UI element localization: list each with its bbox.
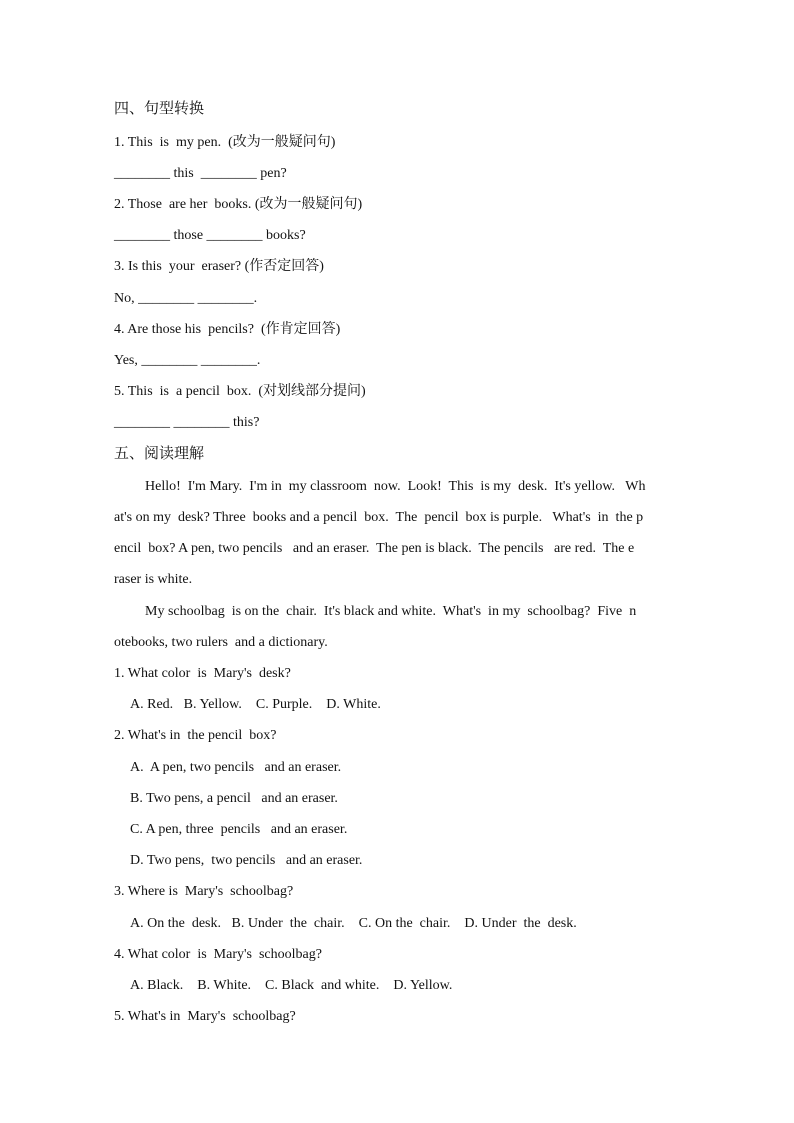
passage-line: otebooks, two rulers and a dictionary. (114, 635, 328, 650)
reading-option-2a: A. A pen, two pencils and an eraser. (130, 760, 342, 775)
rewrite-answer-1: ________ this ________ pen? (114, 166, 287, 181)
rewrite-question-5: 5. This is a pencil box. (对划线部分提问) (114, 384, 366, 399)
reading-question-5: 5. What's in Mary's schoolbag? (114, 1009, 296, 1024)
reading-option-2d: D. Two pens, two pencils and an eraser. (130, 853, 363, 868)
reading-option-2b: B. Two pens, a pencil and an eraser. (130, 791, 338, 806)
rewrite-answer-5: ________ ________ this? (114, 415, 260, 430)
section-5-heading: 五、阅读理解 (114, 446, 205, 462)
passage-line: My schoolbag is on the chair. It's black and white. What's in my schoolbag? Five n (145, 604, 637, 619)
reading-option-2c: C. A pen, three pencils and an eraser. (130, 822, 348, 837)
reading-options-1: A. Red. B. Yellow. C. Purple. D. White. (130, 697, 381, 712)
section-4-heading: 四、句型转换 (114, 101, 205, 117)
reading-question-1: 1. What color is Mary's desk? (114, 666, 291, 681)
reading-options-3: A. On the desk. B. Under the chair. C. On the chair. D. Under the desk. (130, 916, 577, 931)
rewrite-question-3: 3. Is this your eraser? (作否定回答) (114, 259, 324, 274)
rewrite-question-4: 4. Are those his pencils? (作肯定回答) (114, 322, 341, 337)
reading-options-4: A. Black. B. White. C. Black and white. D. Yellow. (130, 978, 453, 993)
passage-line: raser is white. (114, 572, 193, 587)
rewrite-question-1: 1. This is my pen. (改为一般疑问句) (114, 135, 336, 150)
rewrite-answer-3: No, ________ ________. (114, 291, 258, 306)
passage-line: encil box? A pen, two pencils and an eraser. The pen is black. The pencils are red. The e (114, 541, 635, 556)
rewrite-answer-4: Yes, ________ ________. (114, 353, 261, 368)
passage-line: Hello! I'm Mary. I'm in my classroom now. Look! This is my desk. It's yellow. Wh (145, 479, 646, 494)
reading-question-2: 2. What's in the pencil box? (114, 728, 277, 743)
passage-line: at's on my desk? Three books and a pencil box. The pencil box is purple. What's in the p (114, 510, 644, 525)
rewrite-answer-2: ________ those ________ books? (114, 228, 306, 243)
reading-question-3: 3. Where is Mary's schoolbag? (114, 884, 294, 899)
rewrite-question-2: 2. Those are her books. (改为一般疑问句) (114, 197, 363, 212)
reading-question-4: 4. What color is Mary's schoolbag? (114, 947, 322, 962)
